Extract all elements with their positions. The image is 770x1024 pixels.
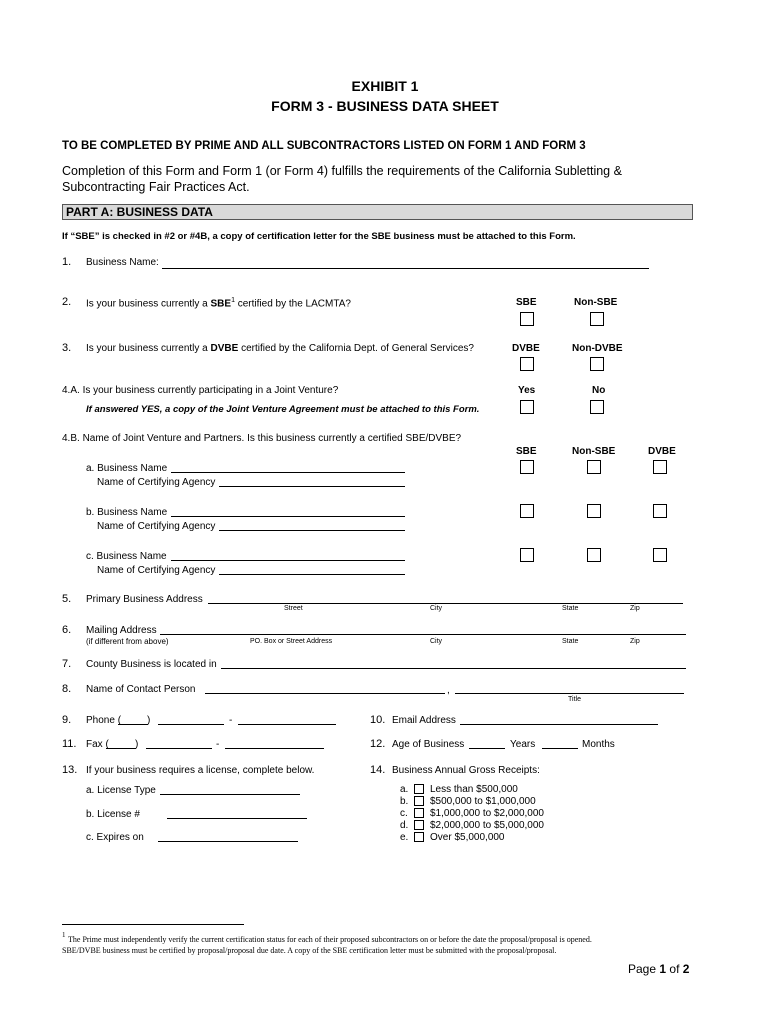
q7-label: County Business is located in — [86, 659, 217, 670]
q4b-b-dvbe-checkbox[interactable] — [653, 504, 667, 518]
intro-line-2: Subcontracting Fair Practices Act. — [62, 180, 250, 194]
q4b-col-non-sbe: Non-SBE — [572, 446, 616, 457]
receipts-option-a-checkbox[interactable] — [414, 784, 424, 794]
q10-label: Email Address — [392, 715, 456, 726]
q3-non-dvbe-checkbox[interactable] — [590, 357, 604, 371]
q12-number: 12. — [370, 738, 386, 750]
age-months-field[interactable] — [542, 748, 578, 749]
q4b-a-dvbe-checkbox[interactable] — [653, 460, 667, 474]
receipts-option-b-letter: b. — [400, 796, 409, 807]
q6-zip-caption: Zip — [630, 638, 640, 645]
receipts-option-d-letter: d. — [400, 820, 409, 831]
receipts-option-e-text: Over $5,000,000 — [430, 832, 505, 843]
q5-city-caption: City — [430, 605, 443, 612]
q3-label-bold: DVBE — [210, 343, 239, 354]
intro-line-1: Completion of this Form and Form 1 (or Form 4) fulfills the requirements of the California Subletting & — [62, 164, 622, 178]
q4a-label: 4.A. Is your business currently participating in a Joint Venture? — [62, 385, 339, 396]
page-label: Page — [628, 962, 657, 976]
receipts-option-c-text: $1,000,000 to $2,000,000 — [430, 808, 544, 819]
license-type-label: a. License Type — [86, 785, 156, 796]
q3-dvbe-checkbox[interactable] — [520, 357, 534, 371]
age-years-field[interactable] — [469, 748, 505, 749]
q6-note: (if different from above) — [86, 637, 169, 646]
q11-number: 11. — [62, 738, 77, 750]
q4b-a-non-sbe-checkbox[interactable] — [587, 460, 601, 474]
footnote-line-1: The Prime must independently verify the current certification status for each of their proposed subcontractors on or before the date the proposal/proposal is opened. — [68, 935, 592, 944]
q2-sbe-checkbox[interactable] — [520, 312, 534, 326]
q6-label: Mailing Address — [86, 625, 157, 636]
q2-label-pre: Is your business currently a — [86, 298, 211, 310]
q4b-c-business-name-field[interactable] — [171, 560, 405, 561]
q4b-a-business-name-label: a. Business Name — [86, 463, 168, 474]
q4b-c-non-sbe-checkbox[interactable] — [587, 548, 601, 562]
q2-label-post: certified by the LACMTA? — [234, 298, 351, 310]
page-of: of — [669, 962, 680, 976]
q3-label — [86, 343, 474, 354]
q13-label: If your business requires a license, complete below. — [86, 765, 315, 776]
receipts-option-c-checkbox[interactable] — [414, 808, 424, 818]
fax-area-code-field[interactable] — [106, 748, 136, 749]
q4b-a-agency-field[interactable] — [219, 486, 405, 487]
q6-city-caption: City — [430, 638, 443, 645]
q4b-c-agency-label: Name of Certifying Agency — [97, 565, 216, 576]
q5-zip-caption: Zip — [630, 605, 640, 612]
receipts-option-e-checkbox[interactable] — [414, 832, 424, 842]
q6-po-caption: PO. Box or Street Address — [250, 638, 333, 645]
q3-label-post: certified by the California Dept. of General Services? — [238, 343, 474, 354]
fax-number-field[interactable] — [225, 748, 324, 749]
instruction-heading: TO BE COMPLETED BY PRIME AND ALL SUBCONTRACTORS LISTED ON FORM 1 AND FORM 3 — [62, 140, 586, 152]
q4b-a-sbe-checkbox[interactable] — [520, 460, 534, 474]
q13-number: 13. — [62, 764, 78, 776]
page-current: 1 — [659, 962, 667, 976]
q12-label: Age of Business — [392, 739, 465, 750]
q11-dash: - — [216, 739, 220, 750]
receipts-option-c-letter: c. — [400, 808, 408, 819]
footnote-line-2: SBE/DVBE business must be certified by proposal/proposal due date. A copy of the SBE certification letter must be submitted with the proposal/proposal. — [62, 946, 557, 955]
q9-dash: - — [229, 715, 233, 726]
q12-years: Years — [510, 739, 536, 750]
q4b-c-sbe-checkbox[interactable] — [520, 548, 534, 562]
q8-number: 8. — [62, 683, 72, 695]
q4b-c-agency-field[interactable] — [219, 574, 405, 575]
q4b-col-sbe: SBE — [516, 446, 537, 457]
q4b-label: 4.B. Name of Joint Venture and Partners. Is this business currently a certified SBE/DVBE? — [62, 433, 462, 444]
q2-opt-sbe: SBE — [516, 297, 537, 308]
q4b-c-business-name-label: c. Business Name — [86, 551, 167, 562]
footnote-divider — [62, 924, 244, 925]
q2-opt-non-sbe: Non-SBE — [574, 297, 618, 308]
q4b-c-dvbe-checkbox[interactable] — [653, 548, 667, 562]
receipts-option-a-text: Less than $500,000 — [430, 784, 518, 795]
q4b-b-business-name-field[interactable] — [171, 516, 405, 517]
q12-months: Months — [582, 739, 615, 750]
q4a-opt-no: No — [592, 385, 606, 396]
q2-label — [86, 297, 351, 309]
q4b-b-agency-label: Name of Certifying Agency — [97, 521, 216, 532]
q4a-yes-checkbox[interactable] — [520, 400, 534, 414]
q2-non-sbe-checkbox[interactable] — [590, 312, 604, 326]
q4a-no-checkbox[interactable] — [590, 400, 604, 414]
q14-label: Business Annual Gross Receipts: — [392, 765, 540, 776]
q8-label: Name of Contact Person — [86, 684, 196, 695]
q11-paren: ) — [135, 739, 139, 750]
receipts-option-d-checkbox[interactable] — [414, 820, 424, 830]
receipts-option-e-letter: e. — [400, 832, 409, 843]
license-number-field[interactable] — [167, 818, 307, 819]
q3-opt-dvbe: DVBE — [512, 343, 540, 354]
mailing-address-field[interactable] — [160, 634, 686, 635]
page-total: 2 — [682, 962, 690, 976]
footnote-mark: 1 — [62, 931, 66, 939]
q4b-b-sbe-checkbox[interactable] — [520, 504, 534, 518]
q3-opt-non-dvbe: Non-DVBE — [572, 343, 623, 354]
q1-number: 1. — [62, 256, 72, 268]
license-number-label: b. License # — [86, 809, 140, 820]
receipts-option-b-checkbox[interactable] — [414, 796, 424, 806]
q4b-b-business-name-label: b. Business Name — [86, 507, 168, 518]
fax-prefix-field[interactable] — [146, 748, 212, 749]
q2-footnote-ref: 1 — [231, 297, 235, 304]
q4b-a-business-name-field[interactable] — [171, 472, 405, 473]
q9-number: 9. — [62, 714, 72, 726]
receipts-option-a-letter: a. — [400, 784, 409, 795]
receipts-option-b-text: $500,000 to $1,000,000 — [430, 796, 536, 807]
q8-comma: , — [447, 685, 450, 696]
part-a-note: If “SBE” is checked in #2 or #4B, a copy of certification letter for the SBE business must be attached to this Form. — [62, 231, 576, 242]
contact-title-field[interactable] — [455, 693, 684, 694]
phone-prefix-field[interactable] — [158, 724, 224, 725]
q6-state-caption: State — [562, 638, 579, 645]
q4a-note: If answered YES, a copy of the Joint Venture Agreement must be attached to this Form. — [86, 404, 480, 415]
q5-state-caption: State — [562, 605, 579, 612]
exhibit-title: EXHIBIT 1 — [351, 78, 419, 94]
q10-number: 10. — [370, 714, 386, 726]
form-title: FORM 3 - BUSINESS DATA SHEET — [271, 98, 499, 114]
phone-area-code-field[interactable] — [118, 724, 148, 725]
phone-number-field[interactable] — [238, 724, 336, 725]
q4a-opt-yes: Yes — [518, 385, 536, 396]
license-type-field[interactable] — [160, 794, 300, 795]
county-field[interactable] — [221, 668, 686, 669]
q5-number: 5. — [62, 593, 72, 605]
receipts-option-d-text: $2,000,000 to $5,000,000 — [430, 820, 544, 831]
email-field[interactable] — [460, 724, 658, 725]
q5-label: Primary Business Address — [86, 594, 203, 605]
q4b-a-agency-label: Name of Certifying Agency — [97, 477, 216, 488]
q7-number: 7. — [62, 658, 72, 670]
q5-street-caption: Street — [284, 605, 303, 612]
q4b-col-dvbe: DVBE — [648, 446, 676, 457]
q9-label: Phone ( — [86, 715, 122, 726]
primary-address-field[interactable] — [208, 603, 683, 604]
part-a-title: PART A: BUSINESS DATA — [66, 205, 213, 219]
q11-label: Fax ( — [86, 739, 109, 750]
q2-label-bold: SBE — [210, 298, 232, 310]
q2-number: 2. — [62, 296, 72, 308]
q3-label-pre: Is your business currently a — [86, 343, 211, 354]
q4b-b-non-sbe-checkbox[interactable] — [587, 504, 601, 518]
q8-title-caption: Title — [568, 696, 581, 703]
page-indicator — [628, 962, 689, 976]
q14-number: 14. — [370, 764, 386, 776]
license-expires-label: c. Expires on — [86, 832, 144, 843]
q4b-b-agency-field[interactable] — [219, 530, 405, 531]
q6-number: 6. — [62, 624, 72, 636]
license-expires-field[interactable] — [158, 841, 298, 842]
contact-person-field[interactable] — [205, 693, 445, 694]
business-name-field[interactable] — [162, 268, 649, 269]
q1-label: Business Name: — [86, 257, 159, 268]
q3-number: 3. — [62, 342, 72, 354]
q9-paren: ) — [147, 715, 151, 726]
